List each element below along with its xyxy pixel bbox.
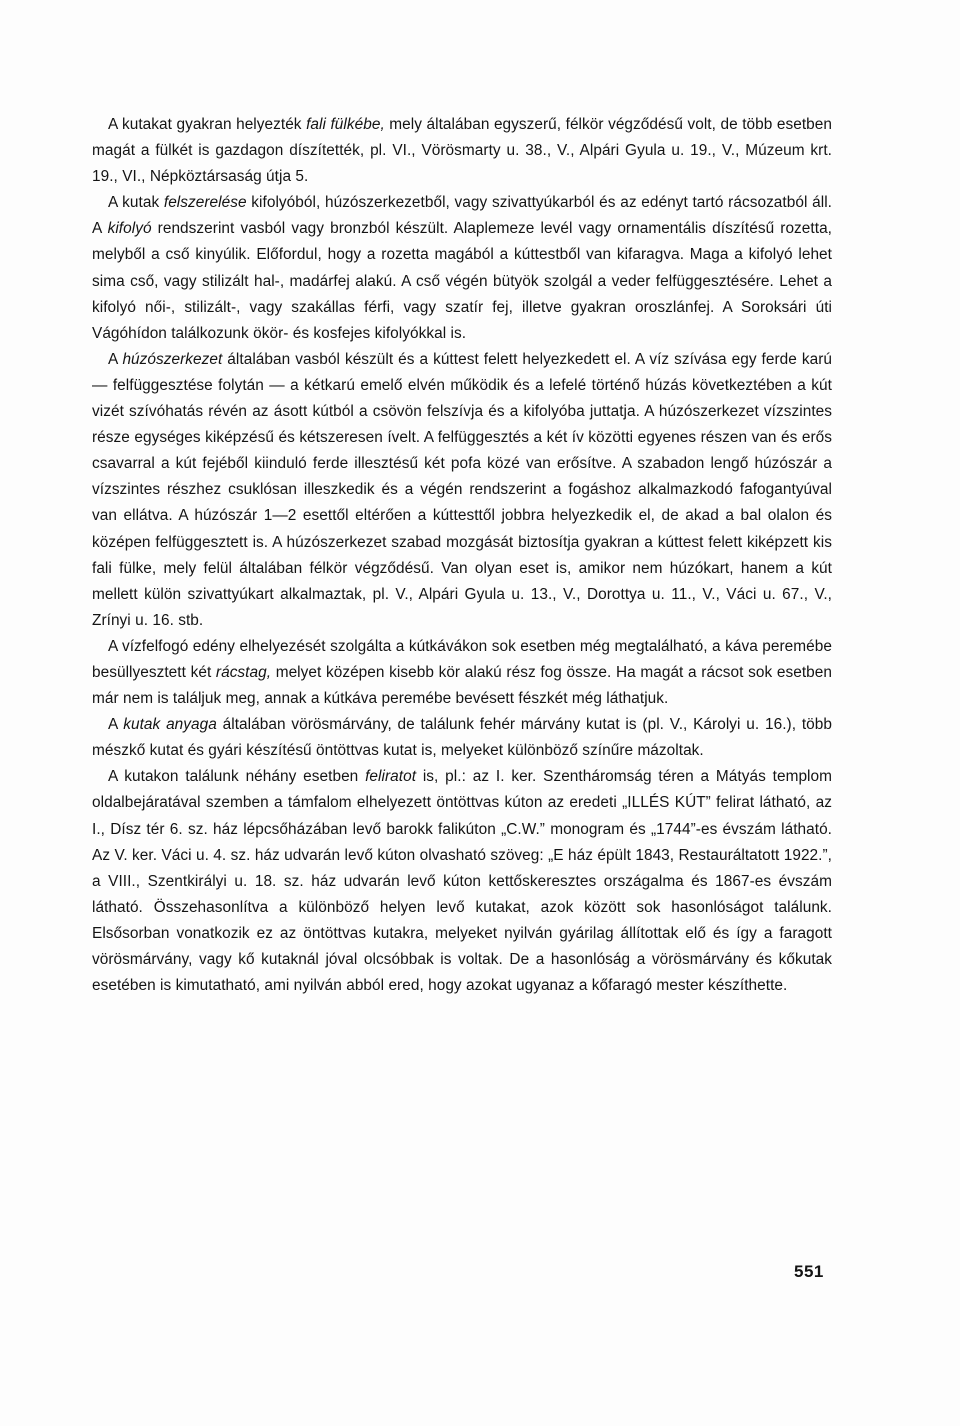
body-text xyxy=(92,112,832,999)
text-run: A kutak xyxy=(108,194,164,212)
italic-term: feliratot xyxy=(365,768,417,786)
paragraph xyxy=(92,634,832,712)
text-run: melyet középen kisebb kör alakú rész fog össze. Ha magát a rácsot sok esetben már nem is találjuk meg, annak a kútkáva peremébe bevésett fészkét még láthatjuk. xyxy=(92,663,832,708)
paragraph xyxy=(92,190,832,347)
paragraph xyxy=(92,112,832,190)
italic-term: felszerelése xyxy=(163,194,247,212)
text-run: A xyxy=(108,716,124,734)
text-run: kifolyóból, húzószerkezetből, vagy szivattyúkarból és az edényt tartó rácsozatból áll. A xyxy=(92,194,832,238)
italic-term: kutak anyaga xyxy=(123,716,217,734)
text-run: is, pl.: az I. ker. Szentháromság téren a Mátyás templom oldalbejáratával szemben a támfalom elhelyezett öntöttvas kúton az eredeti „ILLÉS KÚT” felirat látható, az I., Dísz tér 6. sz. ház lépcsőházában levő barokk falikúton „C.W.” monogram és „1744”-es évszám látható. Az V. ker. Váci u. 4. sz. ház udvarán levő kúton olvasható szöveg: „E ház épült 1843, Restauráltatott 1922.”, a VIII., Szentkirályi u. 18. sz. ház udvarán levő kúton kettőskeresztes országalma és 1867-es évszám látható. Összehasonlítva a különböző helyen levő kutakat, azok között sok hasonlóságot találunk. Elsősorban vonatkozik ez az öntöttvas kutakra, melyeket nyilván gyárilag állítottak elő és így a faragott vörösmárvány, vagy kő kutaknál jóval olcsóbbak is voltak. De a hasonlóság a vörösmárvány és kőkutak esetében is kimutatható, ami nyilván abból ered, hogy azokat ugyanaz a kőfaragó mester készíthette. xyxy=(92,768,833,995)
italic-term: fali fülkébe, xyxy=(306,116,385,133)
text-run: A xyxy=(108,350,123,368)
text-run: A kutakon találunk néhány esetben xyxy=(108,768,366,786)
italic-term: kifolyó xyxy=(107,220,152,238)
paragraph xyxy=(92,347,832,634)
text-run: A vízfelfogó edény elhelyezését szolgálta a kútkávákon sok esetben még megtalálható, a káva peremébe besüllyesztett két xyxy=(92,637,832,681)
text-run: mely általában egyszerű, félkör végződésű volt, de több esetben magát a fülkét is gazdagon díszítették, pl. VI., Vörösmarty u. 38., V., Alpári Gyula u. 19., V., Múzeum krt. 19., VI., Népköztársaság útja 5. xyxy=(92,116,832,186)
paragraph xyxy=(92,764,832,999)
paragraph xyxy=(92,712,832,764)
italic-term: húzószerkezet xyxy=(122,350,223,368)
italic-term: rácstag, xyxy=(215,663,272,681)
text-run: általában vörösmárvány, de találunk fehér márvány kutat is (pl. V., Károlyi u. 16.), több mészkő kutat és gyári készítésű öntöttvas kutat is, melyeket különböző színűre mázoltak. xyxy=(92,716,832,760)
text-run: rendszerint vasból vagy bronzból készült. Alaplemeze levél vagy ornamentális díszítésű rozetta, melyből a cső kinyúlik. Előfordul, hogy a rozetta magából a kúttestből van kifaragva. Maga a kifolyó lehet sima cső, vagy stilizált hal-, madárfej alakú. A cső végén bütyök szolgál a veder felfüggesztésére. Lehet a kifolyó női-, stilizált-, vagy szakállas férfi, vagy szatír fej, illetve gyakran oroszlánfej. A Soroksári úti Vágóhídon találkozunk ökör- és kosfejes kifolyókkal is. xyxy=(92,220,833,342)
page-number: 551 xyxy=(794,1262,824,1281)
text-run: általában vasból készült és a kúttest felett helyezkedett el. A víz szívása egy ferde karú — felfüggesztése folytán — a kétkarú emelő elvén működik és a lefelé történő húzás következtében a kút vizét szívóhatás révén az ásott kútból a csövön felszívja és a kifolyóba juttatja. A húzószerkezet vízszintes része egységes kiképzésű és kétszeresen ívelt. A felfüggesztés a két ív közötti egyenes részen van és erős csavarral a kút fejéből kiinduló ferde illesztésű két pofa közé van erősítve. A szabadon lengő húzószár a vízszintes részhez csuklósan illeszkedik és a végén rendszerint a fogáshoz alkalmazkodó fafogantyúval van ellátva. A húzószár 1—2 esettől eltérően a kúttesttől jobbra helyezkedik el, de akad a bal olalon és középen felfüggesztett is. A húzószerkezet szabad mozgását biztosítja gyakran a kúttest felett kiképzett kis fali fülke, mely felül általában félkör végződésű. Van olyan eset is, amikor nem húzókart, hanem a kút mellett külön szivattyúkart alkalmaztak, pl. V., Alpári Gyula u. 13., V., Dorottya u. 11., V., Váci u. 67., V., Zrínyi u. 16. stb. xyxy=(92,350,832,629)
text-run: A kutakat gyakran helyezték xyxy=(108,116,307,133)
